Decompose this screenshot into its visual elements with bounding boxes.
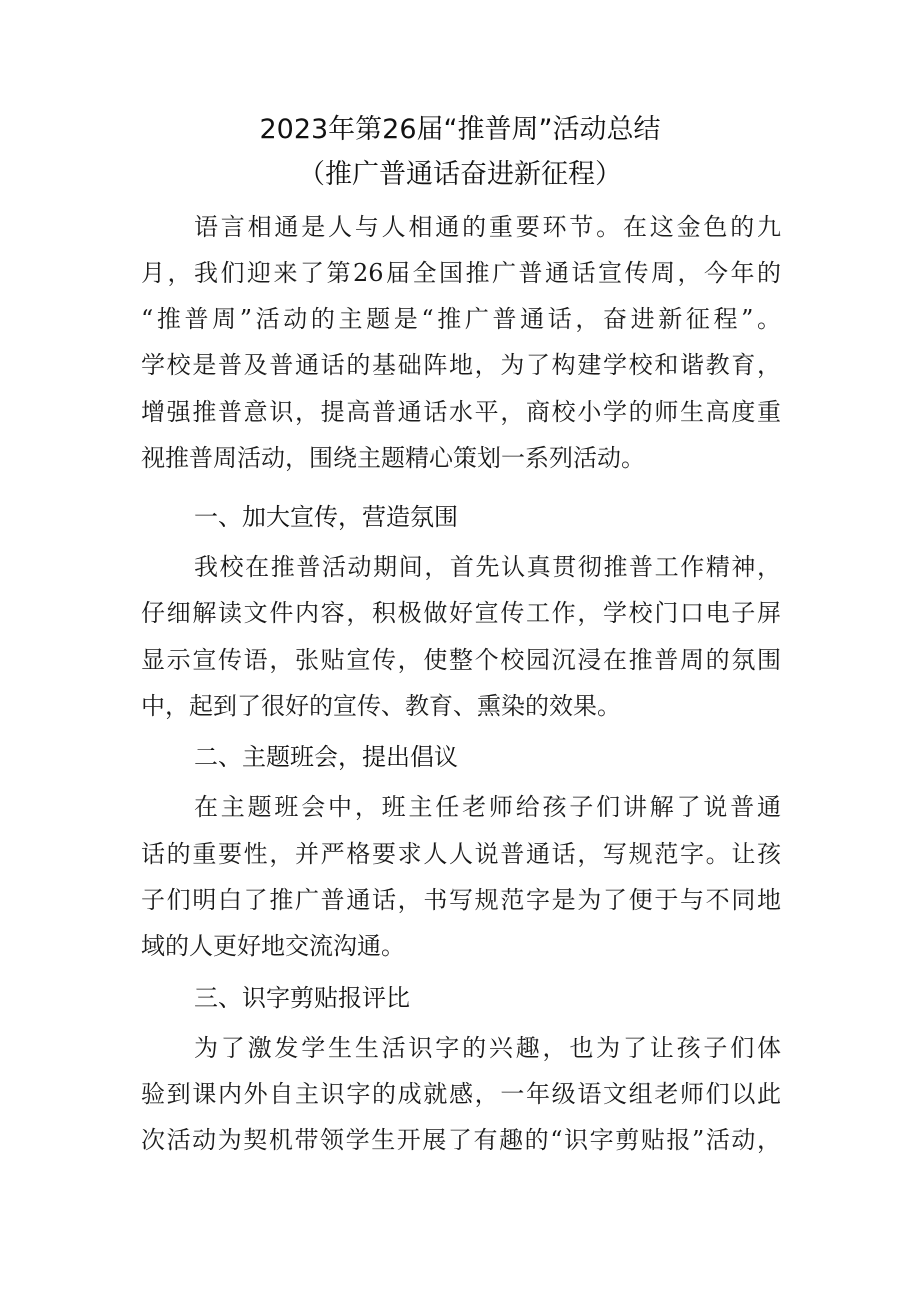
- section-1-line-3: 显示宣传语，张贴宣传，使整个校园沉浸在推普周的氛围: [141, 646, 781, 674]
- intro-line-4: 学校是普及普通话的基础阵地，为了构建学校和谐教育，: [141, 351, 781, 379]
- section-3-line-1: 为了激发学生生活识字的兴趣，也为了让孩子们体: [194, 1034, 781, 1062]
- section-2-line-3: 子们明白了推广普通话，书写规范字是为了便于与不同地: [141, 886, 781, 914]
- intro-line-1: 语言相通是人与人相通的重要环节。在这金色的九: [194, 213, 781, 241]
- section-1-heading: 一、加大宣传，营造氛围: [194, 503, 458, 531]
- intro-line-6: 视推普周活动，围绕主题精心策划一系列活动。: [141, 444, 645, 472]
- document-title: 2023年第26届“推普周”活动总结: [259, 114, 661, 145]
- document-subtitle: （推广普通话奋进新征程）: [298, 159, 622, 190]
- section-3-heading: 三、识字剪贴报评比: [194, 984, 410, 1012]
- section-3-line-2: 验到课内外自主识字的成就感，一年级语文组老师们以此: [141, 1080, 781, 1108]
- intro-line-5: 增强推普意识，提高普通话水平，商校小学的师生高度重: [141, 398, 781, 426]
- section-1-line-4: 中，起到了很好的宣传、教育、熏染的效果。: [141, 692, 621, 720]
- section-2-line-4: 域的人更好地交流沟通。: [141, 932, 405, 960]
- section-3-line-3: 次活动为契机带领学生开展了有趣的“识字剪贴报”活动，: [141, 1126, 781, 1154]
- section-1-line-1: 我校在推普活动期间，首先认真贯彻推普工作精神，: [194, 553, 781, 581]
- section-2-line-1: 在主题班会中，班主任老师给孩子们讲解了说普通: [194, 793, 781, 821]
- intro-line-2: 月，我们迎来了第26届全国推广普通话宣传周，今年的: [141, 259, 781, 287]
- section-2-line-2: 话的重要性，并严格要求人人说普通话，写规范字。让孩: [141, 840, 781, 868]
- intro-line-3: “推普周”活动的主题是“推广普通话，奋进新征程”。: [141, 305, 781, 333]
- section-1-line-2: 仔细解读文件内容，积极做好宣传工作，学校门口电子屏: [141, 599, 781, 627]
- section-2-heading: 二、主题班会，提出倡议: [194, 743, 458, 771]
